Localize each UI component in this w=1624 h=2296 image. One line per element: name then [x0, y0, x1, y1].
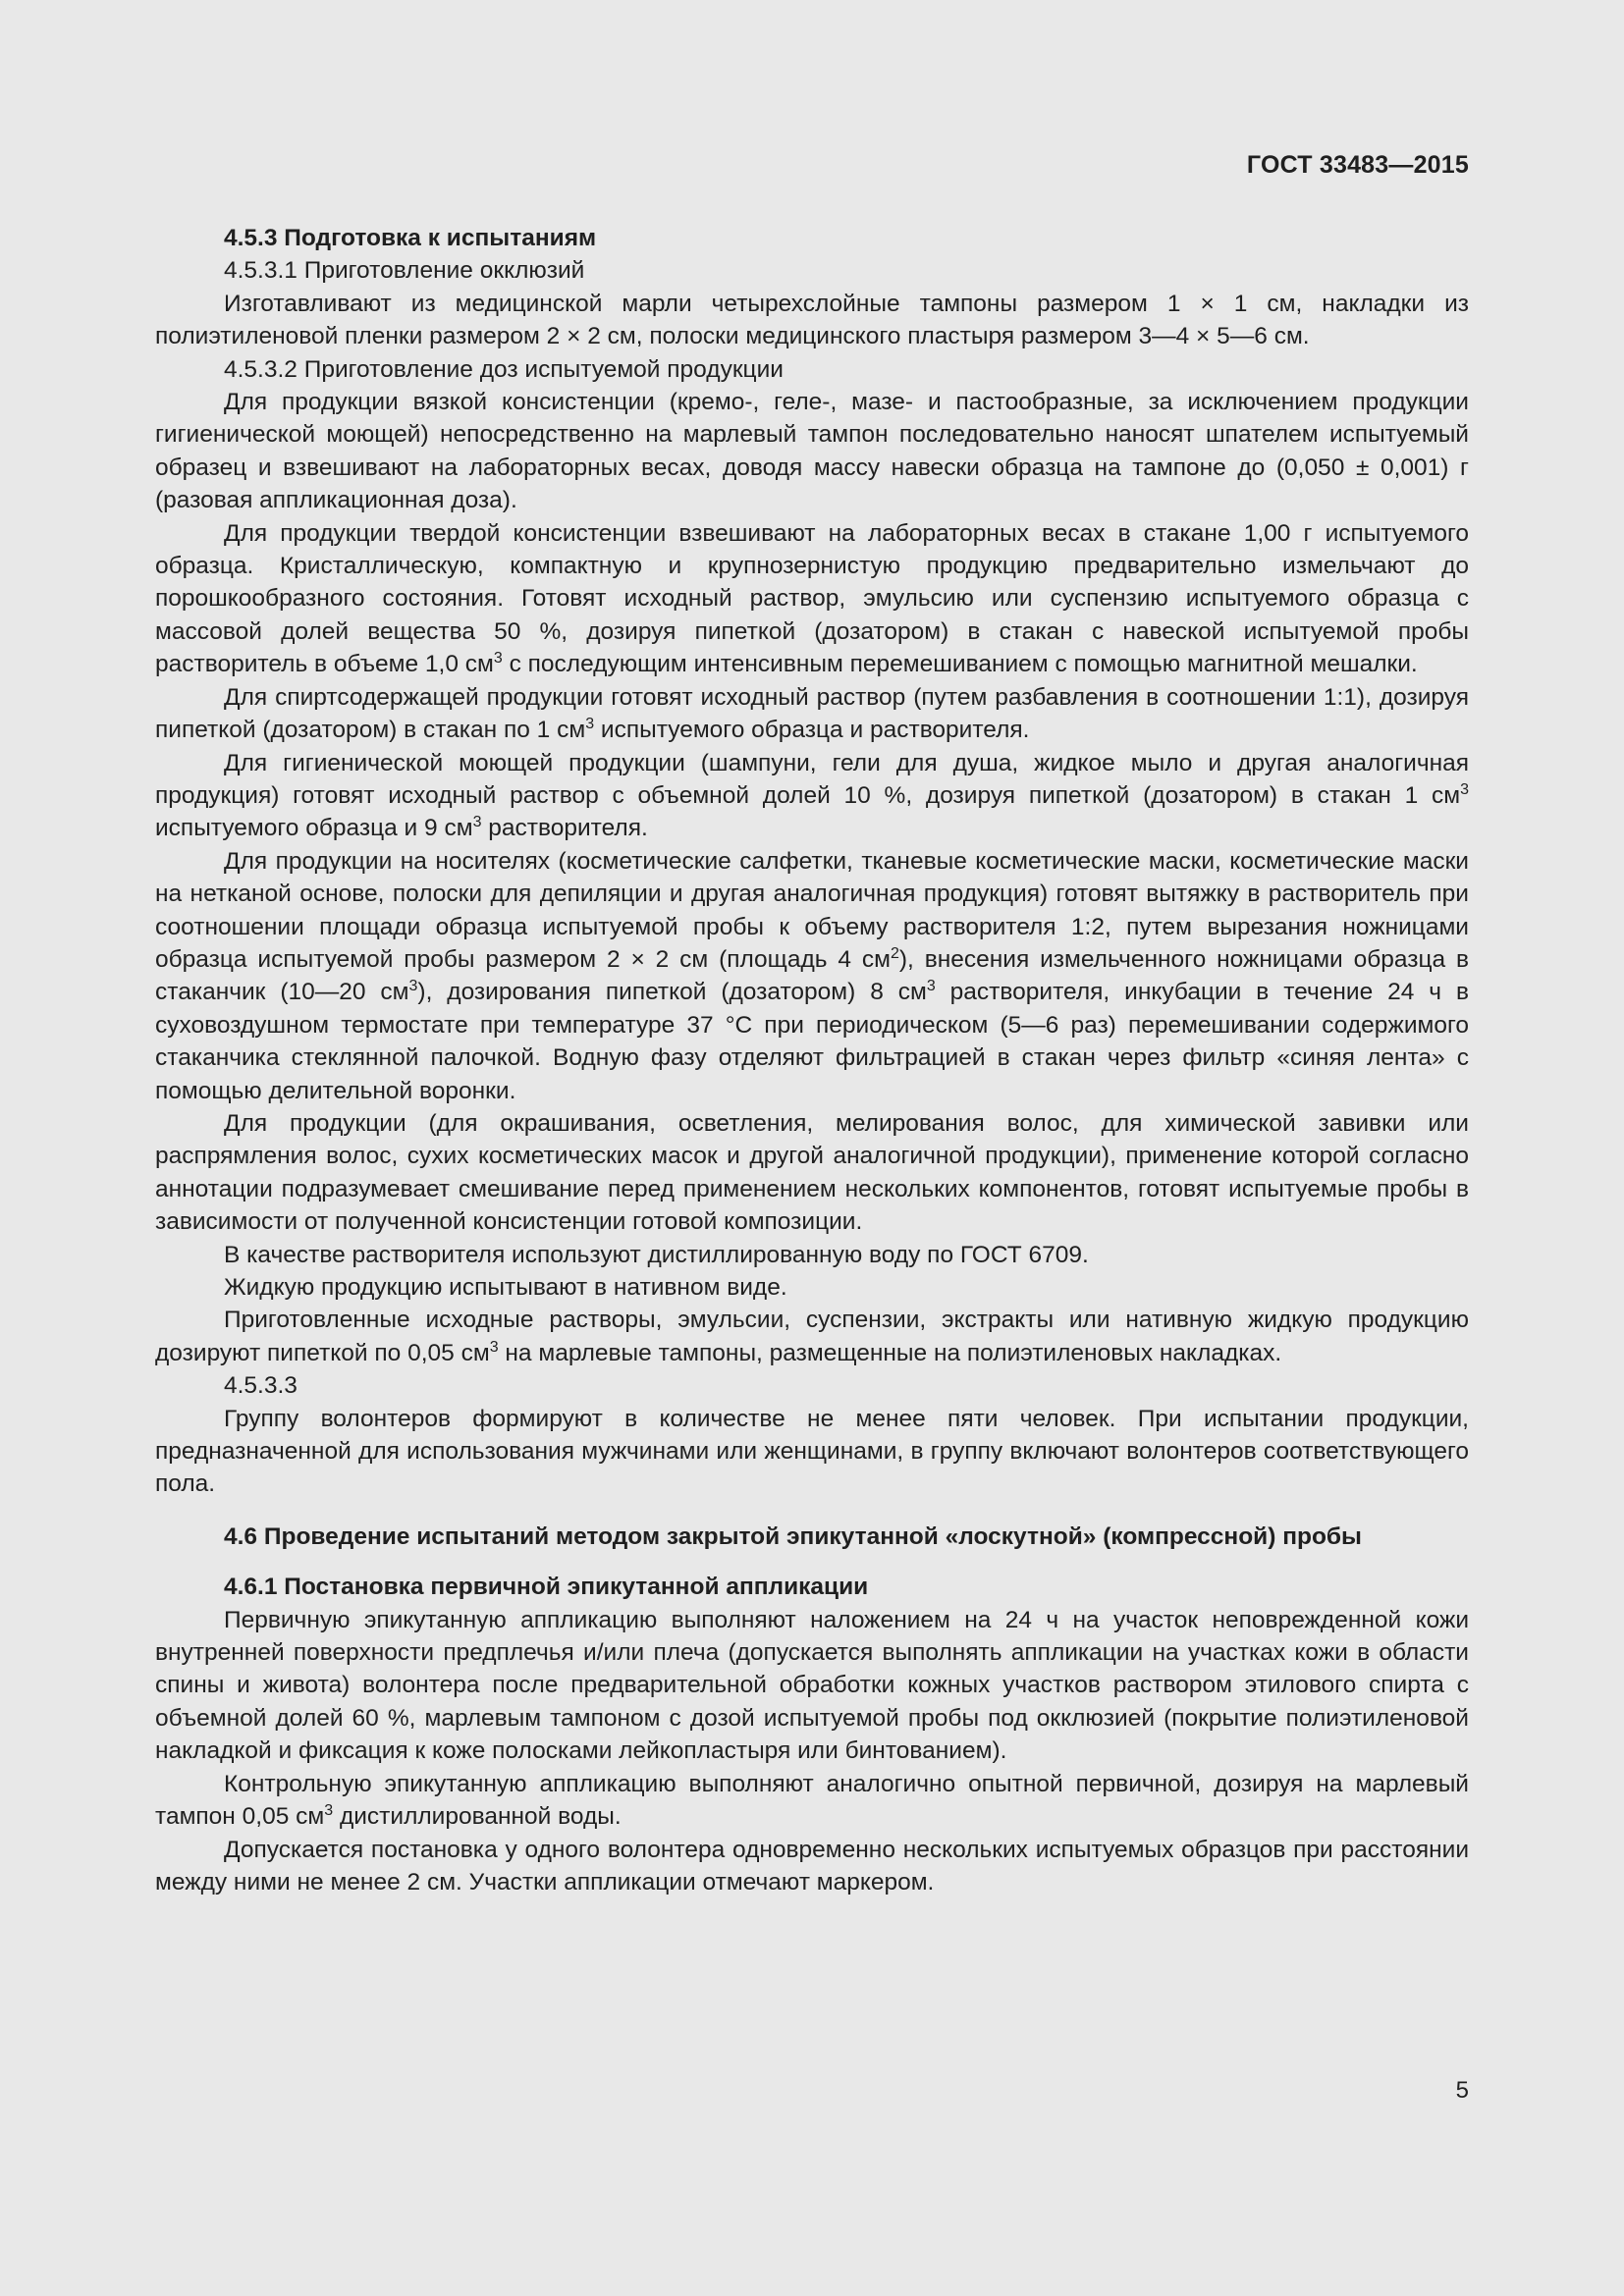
paragraph [155, 1604, 1469, 1768]
paragraph [155, 1271, 1469, 1304]
paragraph-text: Для спиртсодержащей продукции готовят исходный раствор (путем разбавления в соотношении 1:1), дозируя пипеткой (дозатором) в стакан по 1 см [155, 683, 1469, 744]
paragraph [155, 747, 1469, 845]
paragraph-text: Для продукции вязкой консистенции (кремо-, геле-, мазе- и пастообразные, за исключением продукции гигиенической моющей) непосредственно на марлевый тампон последовательно наносят шпателем испытуемый образец и взвешивают на лабораторных весах, доводя массу навески образца на тампоне до (0,050 ± 0,001) г (разовая аппликационная доза). [155, 389, 1469, 514]
superscript: 3 [493, 650, 503, 667]
paragraph-text: Для продукции на носителях (косметические салфетки, тканевые косметические маски, косметические маски на нетканой основе, полоски для депиляции и другая аналогичная продукция) готовят вытяжку в растворитель при соотношении площади образца испытуемой пробы к объему растворителя 1:2, путем вырезания ножницами образца испытуемой пробы размером 2 × 2 см (площадь 4 см [155, 847, 1469, 973]
paragraph-text: Для продукции (для окрашивания, осветления, мелирования волос, для химической завивки или распрямления волос, сухих косметических масок и другой аналогичной продукции), применение которой согласно аннотации подразумевает смешивание перед применением нескольких компонентов, готовят испытуемые пробы в зависимости от полученной консистенции готовой композиции. [155, 1109, 1469, 1236]
superscript: 3 [926, 978, 936, 995]
superscript: 3 [324, 1802, 334, 1820]
paragraph-text: с последующим интенсивным перемешиванием с помощью магнитной мешалки. [502, 651, 1418, 678]
paragraph-text: Группу волонтеров формируют в количестве не менее пяти человек. При испытании продукции, предназначенной для использования мужчинами или женщинами, в группу включают волонтеров соответствующего пола. [155, 1405, 1469, 1498]
paragraph-text: Изготавливают из медицинской марли четырехслойные тампоны размером 1 × 1 см, накладки из полиэтиленовой пленки размером 2 × 2 см, полоски медицинского пластыря размером 3—4 × 5—6 см. [155, 290, 1469, 350]
paragraph-text: дистиллированной воды. [333, 1803, 622, 1831]
superscript: 2 [890, 944, 899, 962]
paragraph-text: Жидкую продукцию испытывают в нативном виде. [224, 1274, 787, 1301]
superscript: 3 [585, 716, 595, 733]
paragraph-text: Допускается постановка у одного волонтера одновременно нескольких испытуемых образцов при расстоянии между ними не менее 2 см. Участки аппликации отмечают маркером. [155, 1836, 1469, 1896]
document-code: ГОСТ 33483—2015 [1246, 151, 1469, 179]
paragraph-text: испытуемого образца и растворителя. [594, 717, 1030, 744]
paragraph [155, 517, 1469, 681]
paragraph [155, 288, 1469, 353]
superscript: 3 [1460, 780, 1469, 798]
paragraph [155, 386, 1469, 517]
subsection-title: 4.5.3.1 Приготовление окклюзий [224, 257, 585, 285]
paragraph [155, 1768, 1469, 1834]
paragraph-text: Для продукции твердой консистенции взвешивают на лабораторных весах в стакане 1,00 г испытуемого образца. Кристаллическую, компактную и крупнозернистую продукцию предварительно измельчают до порошкообразного состояния. Готовят исходный раствор, эмульсию или суспензию испытуемого образца с массовой долей вещества 50 %, дозируя пипеткой (дозатором) в стакан с навеской испытуемой пробы растворитель в объеме 1,0 см [155, 519, 1469, 678]
paragraph [155, 1834, 1469, 1899]
superscript: 3 [472, 814, 482, 831]
page-number: 5 [1455, 2077, 1469, 2104]
subsection-heading: 4.6.1 Постановка первичной эпикутанной аппликации [224, 1574, 869, 1601]
paragraph-text: испытуемого образца и 9 см [155, 815, 473, 842]
section-heading: 4.6 Проведение испытаний методом закрытой эпикутанной «лоскутной» (компрессной) пробы [224, 1522, 1362, 1550]
paragraph-text: на марлевые тампоны, размещенные на полиэтиленовых накладках. [498, 1339, 1282, 1366]
paragraph-text: Для гигиенической моющей продукции (шампуни, гели для душа, жидкое мыло и другая аналогичная продукция) готовят исходный раствор с объемной долей 10 %, дозируя пипеткой (дозатором) в стакан 1 см [155, 749, 1469, 809]
section-heading: 4.5.3 Подготовка к испытаниям [224, 225, 597, 251]
subsection-title: 4.5.3.3 [224, 1372, 298, 1400]
document-body [155, 222, 1469, 1898]
paragraph [155, 1304, 1469, 1369]
superscript: 3 [408, 978, 418, 995]
paragraph [155, 1403, 1469, 1501]
subsection-title: 4.5.3.2 Приготовление доз испытуемой продукции [224, 355, 784, 383]
paragraph [155, 1239, 1469, 1271]
paragraph [155, 1107, 1469, 1239]
paragraph-text: Приготовленные исходные растворы, эмульсии, суспензии, экстракты или нативную жидкую продукцию дозируют пипеткой по 0,05 см [155, 1307, 1469, 1366]
paragraph [155, 681, 1469, 747]
superscript: 3 [489, 1338, 499, 1356]
paragraph [155, 845, 1469, 1107]
paragraph-text: Первичную эпикутанную аппликацию выполняют наложением на 24 ч на участок неповрежденной кожи внутренней поверхности предплечья и/или плеча (допускается выполнять аппликации на участках кожи в области спины и живота) волонтера после предварительной обработки кожных участков раствором этилового спирта с объемной долей 60 %, марлевым тампоном с дозой испытуемой пробы под окклюзией (покрытие полиэтиленовой накладкой и фиксация к коже полосками лейкопластыря или бинтованием). [155, 1606, 1469, 1765]
paragraph-text: ), внесения измельченного ножницами образца в стаканчик (10—20 см [155, 945, 1470, 1006]
paragraph-text: В качестве растворителя используют дистиллированную воду по ГОСТ 6709. [224, 1241, 1089, 1268]
paragraph-text: Контрольную эпикутанную аппликацию выполняют аналогично опытной первичной, дозируя на марлевый тампон 0,05 см [155, 1770, 1469, 1831]
paragraph-text: растворителя, инкубации в течение 24 ч в суховоздушном термостате при температуре 37 °С при периодическом (5—6 раз) перемешивании содержимого стаканчика стеклянной палочкой. Водную фазу отделяют фильтрацией в стакан через фильтр «синяя лента» с помощью делительной воронки. [155, 979, 1469, 1104]
paragraph-text: растворителя. [481, 815, 648, 842]
paragraph-text: ), дозирования пипеткой (дозатором) 8 см [417, 979, 927, 1006]
